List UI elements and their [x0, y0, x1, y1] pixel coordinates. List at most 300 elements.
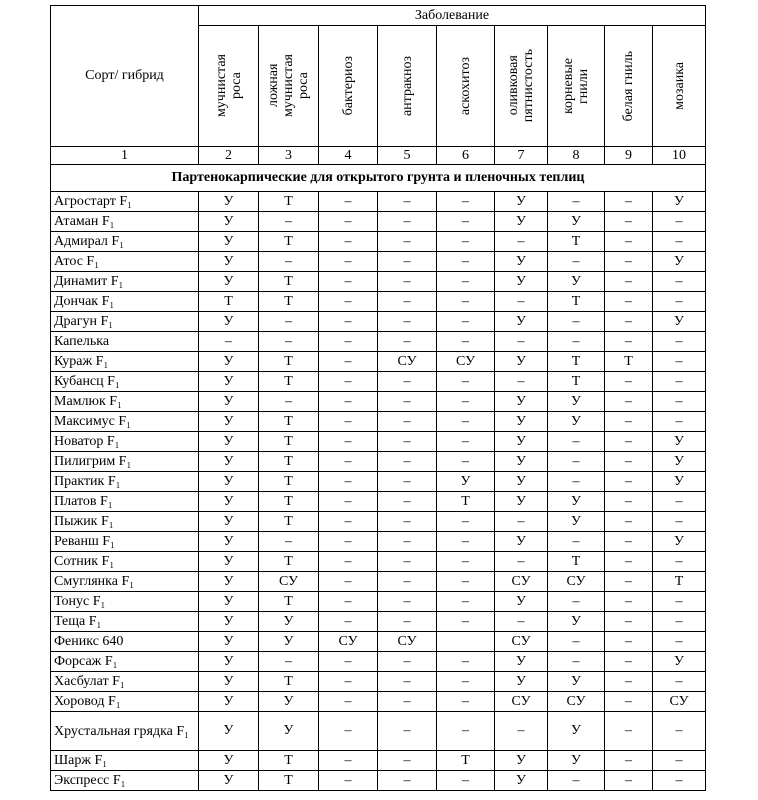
variety-header: Сорт/ гибрид	[51, 6, 199, 147]
resistance-cell: У	[199, 272, 259, 292]
resistance-cell: –	[259, 532, 319, 552]
table-row	[51, 232, 706, 252]
resistance-cell: У	[199, 692, 259, 712]
resistance-cell: –	[259, 332, 319, 352]
resistance-cell: –	[605, 692, 653, 712]
resistance-cell: У	[199, 472, 259, 492]
table-row	[51, 572, 706, 592]
table-row	[51, 512, 706, 532]
resistance-cell: У	[199, 392, 259, 412]
variety-name: Хоровод F₁	[51, 692, 199, 712]
disease-label: корневые гнили	[561, 57, 591, 115]
resistance-cell: У	[548, 272, 605, 292]
resistance-cell: СУ	[437, 352, 495, 372]
resistance-cell: –	[319, 392, 378, 412]
resistance-cell: –	[437, 652, 495, 672]
resistance-cell: –	[548, 472, 605, 492]
column-number: 1	[51, 147, 199, 165]
resistance-cell: –	[605, 592, 653, 612]
resistance-cell: –	[653, 212, 706, 232]
variety-name: Кубансц F₁	[51, 372, 199, 392]
resistance-cell: У	[653, 432, 706, 452]
resistance-cell: –	[378, 672, 437, 692]
disease-group-header: Заболевание	[199, 6, 706, 26]
resistance-cell: У	[653, 652, 706, 672]
resistance-cell: Т	[259, 352, 319, 372]
resistance-cell: –	[548, 332, 605, 352]
resistance-cell: –	[605, 612, 653, 632]
column-number: 10	[653, 147, 706, 165]
resistance-cell: У	[259, 712, 319, 751]
resistance-cell: СУ	[378, 632, 437, 652]
resistance-cell: Т	[548, 232, 605, 252]
resistance-cell: –	[378, 751, 437, 771]
resistance-cell: –	[319, 312, 378, 332]
resistance-cell: –	[378, 692, 437, 712]
resistance-cell: Т	[259, 472, 319, 492]
resistance-cell: У	[199, 212, 259, 232]
table-row	[51, 712, 706, 751]
table-row	[51, 412, 706, 432]
resistance-cell: У	[259, 612, 319, 632]
resistance-cell: Т	[259, 592, 319, 612]
disease-header	[259, 26, 319, 147]
resistance-cell: У	[199, 652, 259, 672]
resistance-cell: Т	[259, 412, 319, 432]
table-row	[51, 492, 706, 512]
resistance-cell: СУ	[495, 692, 548, 712]
resistance-cell: –	[437, 692, 495, 712]
resistance-cell: –	[259, 312, 319, 332]
variety-name: Драгун F₁	[51, 312, 199, 332]
resistance-cell: У	[653, 452, 706, 472]
resistance-cell: –	[437, 312, 495, 332]
resistance-cell: –	[437, 592, 495, 612]
resistance-cell: –	[378, 452, 437, 472]
resistance-cell: У	[548, 212, 605, 232]
resistance-cell: У	[199, 492, 259, 512]
resistance-cell: СУ	[259, 572, 319, 592]
resistance-cell: –	[437, 612, 495, 632]
disease-label: белая гниль	[621, 50, 636, 122]
resistance-cell: –	[199, 332, 259, 352]
resistance-cell: –	[319, 532, 378, 552]
resistance-cell: –	[605, 472, 653, 492]
resistance-cell: –	[378, 272, 437, 292]
resistance-cell: У	[259, 692, 319, 712]
variety-name: Мамлюк F₁	[51, 392, 199, 412]
resistance-cell: –	[437, 252, 495, 272]
resistance-cell: –	[319, 212, 378, 232]
resistance-cell: –	[548, 632, 605, 652]
resistance-cell: –	[605, 532, 653, 552]
resistance-cell: –	[378, 212, 437, 232]
resistance-cell: –	[495, 552, 548, 572]
resistance-cell: –	[605, 332, 653, 352]
resistance-cell: –	[605, 392, 653, 412]
resistance-cell: –	[437, 392, 495, 412]
resistance-cell: Т	[259, 452, 319, 472]
resistance-cell: –	[605, 572, 653, 592]
resistance-cell: –	[319, 472, 378, 492]
resistance-cell: –	[319, 432, 378, 452]
resistance-cell: –	[378, 232, 437, 252]
resistance-cell: У	[199, 592, 259, 612]
table-row	[51, 392, 706, 412]
disease-label: мозаика	[671, 62, 687, 110]
resistance-cell: СУ	[319, 632, 378, 652]
resistance-cell: У	[199, 632, 259, 652]
resistance-cell: –	[548, 652, 605, 672]
variety-name: Новатор F₁	[51, 432, 199, 452]
resistance-cell: –	[319, 712, 378, 751]
resistance-cell: Т	[548, 552, 605, 572]
resistance-cell: –	[548, 432, 605, 452]
resistance-cell: –	[495, 292, 548, 312]
table-row	[51, 592, 706, 612]
resistance-cell: У	[199, 252, 259, 272]
table-row	[51, 672, 706, 692]
resistance-cell: У	[548, 612, 605, 632]
resistance-cell: –	[605, 552, 653, 572]
table-row	[51, 352, 706, 372]
resistance-cell: У	[199, 192, 259, 212]
resistance-cell: У	[199, 751, 259, 771]
resistance-cell: –	[548, 771, 605, 791]
resistance-cell: –	[605, 712, 653, 751]
resistance-cell: Т	[259, 771, 319, 791]
variety-name: Адмирал F₁	[51, 232, 199, 252]
resistance-cell: Т	[259, 232, 319, 252]
resistance-cell: –	[605, 512, 653, 532]
resistance-cell: –	[653, 352, 706, 372]
resistance-cell: У	[653, 532, 706, 552]
resistance-cell: У	[199, 712, 259, 751]
resistance-cell: У	[495, 272, 548, 292]
resistance-cell: У	[548, 751, 605, 771]
resistance-cell: Т	[259, 192, 319, 212]
resistance-cell: –	[378, 592, 437, 612]
resistance-cell: У	[495, 452, 548, 472]
resistance-cell: –	[437, 232, 495, 252]
disease-header	[378, 26, 437, 147]
variety-name: Дончак F₁	[51, 292, 199, 312]
resistance-cell: –	[319, 672, 378, 692]
resistance-cell: –	[653, 292, 706, 312]
resistance-cell: –	[319, 452, 378, 472]
resistance-cell: –	[378, 652, 437, 672]
resistance-cell: –	[437, 272, 495, 292]
table-row	[51, 272, 706, 292]
resistance-cell: –	[653, 751, 706, 771]
resistance-cell: –	[605, 292, 653, 312]
table-row	[51, 372, 706, 392]
resistance-cell: –	[378, 771, 437, 791]
variety-name: Агростарт F₁	[51, 192, 199, 212]
resistance-cell: –	[378, 252, 437, 272]
resistance-cell: У	[495, 751, 548, 771]
table-row	[51, 292, 706, 312]
resistance-cell: –	[378, 492, 437, 512]
resistance-cell: –	[605, 432, 653, 452]
table-row	[51, 532, 706, 552]
resistance-cell: У	[548, 412, 605, 432]
resistance-cell	[437, 632, 495, 652]
resistance-cell: –	[605, 252, 653, 272]
resistance-cell: –	[653, 232, 706, 252]
resistance-cell: –	[437, 672, 495, 692]
resistance-cell: У	[548, 512, 605, 532]
resistance-cell: –	[319, 592, 378, 612]
section-title: Партенокарпические для открытого грунта и пленочных теплиц	[51, 165, 706, 192]
resistance-cell: –	[319, 751, 378, 771]
disease-label: ложная мучнистая роса	[266, 54, 311, 118]
resistance-cell: –	[437, 192, 495, 212]
resistance-cell: Т	[605, 352, 653, 372]
variety-name: Тонус F₁	[51, 592, 199, 612]
resistance-cell: –	[605, 312, 653, 332]
resistance-cell: –	[605, 452, 653, 472]
resistance-cell: –	[653, 492, 706, 512]
variety-name: Экспресс F₁	[51, 771, 199, 791]
resistance-cell: СУ	[378, 352, 437, 372]
resistance-cell: У	[495, 352, 548, 372]
resistance-cell: СУ	[495, 572, 548, 592]
resistance-cell: –	[605, 212, 653, 232]
disease-label: оливковая пятнистость	[506, 49, 536, 123]
table-row	[51, 612, 706, 632]
resistance-cell: Т	[548, 292, 605, 312]
resistance-cell: –	[437, 412, 495, 432]
resistance-cell: У	[437, 472, 495, 492]
variety-name: Платов F₁	[51, 492, 199, 512]
variety-name: Атаман F₁	[51, 212, 199, 232]
variety-name: Сотник F₁	[51, 552, 199, 572]
resistance-cell: –	[653, 771, 706, 791]
resistance-cell: У	[199, 771, 259, 791]
disease-header	[548, 26, 605, 147]
resistance-cell: У	[653, 192, 706, 212]
resistance-cell: –	[653, 392, 706, 412]
resistance-cell: –	[437, 432, 495, 452]
resistance-cell: –	[437, 552, 495, 572]
resistance-cell: У	[199, 572, 259, 592]
resistance-cell: Т	[259, 372, 319, 392]
resistance-cell: –	[378, 712, 437, 751]
resistance-cell: –	[319, 412, 378, 432]
column-number: 9	[605, 147, 653, 165]
column-number: 4	[319, 147, 378, 165]
table-row	[51, 771, 706, 791]
resistance-cell: –	[319, 612, 378, 632]
resistance-cell: У	[199, 552, 259, 572]
resistance-cell: –	[605, 771, 653, 791]
resistance-cell: –	[653, 372, 706, 392]
resistance-cell: СУ	[548, 692, 605, 712]
resistance-cell: –	[495, 232, 548, 252]
resistance-cell: –	[378, 572, 437, 592]
resistance-cell: У	[548, 712, 605, 751]
resistance-cell: У	[548, 492, 605, 512]
resistance-cell: У	[199, 512, 259, 532]
resistance-cell: Т	[259, 432, 319, 452]
resistance-cell: –	[319, 352, 378, 372]
resistance-cell: Т	[259, 552, 319, 572]
resistance-cell: Т	[259, 272, 319, 292]
disease-header	[605, 26, 653, 147]
disease-header	[319, 26, 378, 147]
resistance-cell: –	[437, 712, 495, 751]
resistance-cell: –	[437, 532, 495, 552]
resistance-cell: У	[495, 672, 548, 692]
resistance-cell: У	[199, 612, 259, 632]
resistance-cell: У	[495, 592, 548, 612]
table-row	[51, 751, 706, 771]
resistance-cell: –	[437, 332, 495, 352]
disease-label: бактериоз	[340, 56, 356, 116]
resistance-cell: –	[378, 412, 437, 432]
variety-name: Динамит F₁	[51, 272, 199, 292]
variety-name: Кураж F₁	[51, 352, 199, 372]
resistance-cell: –	[378, 332, 437, 352]
resistance-cell: –	[319, 512, 378, 532]
resistance-cell: –	[548, 312, 605, 332]
resistance-cell: –	[378, 292, 437, 312]
resistance-cell: Т	[653, 572, 706, 592]
resistance-cell: –	[378, 372, 437, 392]
table-row	[51, 432, 706, 452]
variety-name: Капелька	[51, 332, 199, 352]
resistance-cell: –	[548, 532, 605, 552]
resistance-cell: –	[319, 232, 378, 252]
resistance-cell: –	[437, 452, 495, 472]
table-row	[51, 252, 706, 272]
resistance-cell: –	[378, 192, 437, 212]
disease-resistance-table	[50, 5, 706, 791]
resistance-cell: –	[437, 212, 495, 232]
variety-name: Феникс 640	[51, 632, 199, 652]
table-row	[51, 192, 706, 212]
resistance-cell: –	[319, 771, 378, 791]
resistance-cell: СУ	[653, 692, 706, 712]
resistance-cell: –	[548, 192, 605, 212]
resistance-cell: СУ	[548, 572, 605, 592]
resistance-cell: СУ	[495, 632, 548, 652]
resistance-cell: –	[437, 372, 495, 392]
resistance-cell: У	[495, 212, 548, 232]
resistance-cell: У	[495, 652, 548, 672]
resistance-cell: У	[259, 632, 319, 652]
variety-name: Пыжик F₁	[51, 512, 199, 532]
resistance-cell: Т	[259, 751, 319, 771]
table-row	[51, 552, 706, 572]
resistance-cell: –	[319, 332, 378, 352]
resistance-cell: Т	[259, 672, 319, 692]
resistance-cell: –	[378, 312, 437, 332]
resistance-cell: –	[319, 572, 378, 592]
resistance-cell: –	[495, 712, 548, 751]
resistance-cell: У	[495, 412, 548, 432]
resistance-cell: –	[319, 292, 378, 312]
resistance-cell: Т	[259, 512, 319, 532]
resistance-cell: У	[653, 252, 706, 272]
resistance-cell: У	[199, 672, 259, 692]
resistance-cell: У	[199, 432, 259, 452]
resistance-cell: –	[437, 572, 495, 592]
resistance-cell: –	[605, 632, 653, 652]
resistance-cell: –	[378, 512, 437, 532]
resistance-cell: –	[605, 372, 653, 392]
resistance-cell: –	[653, 412, 706, 432]
resistance-cell: –	[378, 552, 437, 572]
column-number: 6	[437, 147, 495, 165]
resistance-cell: У	[199, 352, 259, 372]
resistance-cell: У	[653, 472, 706, 492]
resistance-cell: –	[319, 492, 378, 512]
resistance-cell: У	[495, 771, 548, 791]
disease-label: аскохитоз	[458, 56, 473, 116]
resistance-cell: –	[378, 432, 437, 452]
disease-header	[653, 26, 706, 147]
resistance-cell: Т	[259, 492, 319, 512]
resistance-cell: Т	[199, 292, 259, 312]
resistance-cell: –	[319, 372, 378, 392]
table-row	[51, 692, 706, 712]
resistance-cell: –	[437, 292, 495, 312]
resistance-cell: –	[653, 632, 706, 652]
column-number: 3	[259, 147, 319, 165]
column-number: 7	[495, 147, 548, 165]
resistance-cell: У	[548, 672, 605, 692]
table-row	[51, 312, 706, 332]
resistance-cell: –	[605, 272, 653, 292]
resistance-cell: –	[259, 252, 319, 272]
resistance-cell: –	[319, 552, 378, 572]
resistance-cell: У	[199, 412, 259, 432]
table-row	[51, 472, 706, 492]
resistance-cell: –	[378, 532, 437, 552]
resistance-cell: –	[653, 272, 706, 292]
resistance-cell: –	[319, 652, 378, 672]
table-row	[51, 452, 706, 472]
variety-name: Хасбулат F₁	[51, 672, 199, 692]
resistance-cell: У	[653, 312, 706, 332]
table-row	[51, 212, 706, 232]
column-number: 8	[548, 147, 605, 165]
disease-label: антракноз	[399, 55, 415, 117]
column-number: 2	[199, 147, 259, 165]
resistance-cell: –	[605, 232, 653, 252]
variety-name: Реванш F₁	[51, 532, 199, 552]
resistance-cell: Т	[548, 352, 605, 372]
variety-name: Форсаж F₁	[51, 652, 199, 672]
resistance-cell: У	[495, 432, 548, 452]
resistance-cell: Т	[259, 292, 319, 312]
resistance-cell: –	[548, 452, 605, 472]
resistance-cell: У	[199, 452, 259, 472]
resistance-cell: –	[378, 472, 437, 492]
disease-header	[199, 26, 259, 147]
resistance-cell: У	[495, 492, 548, 512]
resistance-cell: У	[199, 372, 259, 392]
resistance-cell: –	[378, 392, 437, 412]
variety-name: Теща F₁	[51, 612, 199, 632]
variety-name: Атос F₁	[51, 252, 199, 272]
resistance-cell: У	[495, 472, 548, 492]
table-row	[51, 332, 706, 352]
column-number: 5	[378, 147, 437, 165]
resistance-cell: У	[495, 532, 548, 552]
